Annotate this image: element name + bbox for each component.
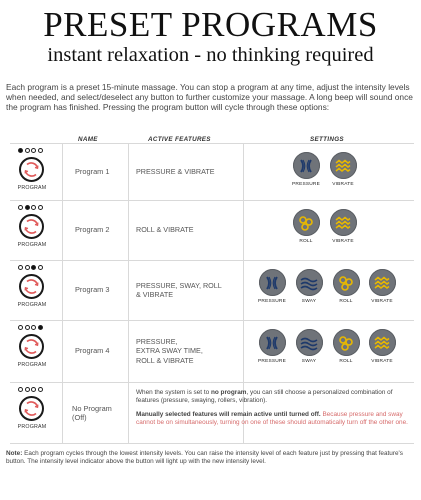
setting-pressure-button [290,152,322,187]
vibrate-icon [369,329,396,356]
indicator-dot [25,325,30,330]
setting-sway-button [293,269,325,304]
row-divider [10,200,414,201]
indicator-dot [38,265,43,270]
pressure-icon [293,152,320,179]
indicator-dot [38,325,43,330]
setting-label: PRESSURE [258,299,286,304]
note-label: Note: [6,450,23,457]
column-divider [128,143,129,443]
sway-icon [296,269,323,296]
program-name: No Program (Off) [72,404,112,422]
program-cycle-icon [19,214,44,239]
page-subtitle: instant relaxation - no thinking required [47,44,374,66]
program-button-graphic [10,325,60,375]
setting-label: VIBRATE [332,239,354,244]
program-icon-label: PROGRAM [17,362,47,368]
indicator-dot [25,148,30,153]
row-divider [10,443,414,444]
intro-text: Each program is a preset 15-minute massage. You can stop a program at any time, adjust the intensity levels when needed, and select/deselect any button to further customize your massage. A long beep will sound once the program has finished. Pressing the program button will cycle through these options: [6,82,413,113]
indicator-dot [38,205,43,210]
indicator-dot [18,205,23,210]
setting-vibrate-button [327,152,359,187]
setting-label: SWAY [301,299,317,304]
indicator-dot [25,387,30,392]
row-divider [10,382,414,383]
setting-label: VIBRATE [371,359,393,364]
program-name: Program 2 [75,225,110,234]
setting-vibrate-button [366,329,398,364]
setting-label: ROLL [299,239,313,244]
program-name: Program 4 [75,346,110,355]
vibrate-icon [330,152,357,179]
setting-roll-button [290,209,322,244]
intensity-indicator [18,205,43,210]
pressure-icon [259,269,286,296]
manual-features-note [136,411,416,427]
program-button-graphic [10,205,60,255]
note-text [6,450,418,467]
no-program-text: When the system is set to [136,389,211,396]
program-name: Program 1 [75,166,110,176]
no-program-description [136,389,416,405]
program-button-graphic [10,265,60,315]
setting-vibrate-button [327,209,359,244]
indicator-dot [31,325,36,330]
program-cycle-icon [19,396,44,421]
vibrate-icon [369,269,396,296]
program-icon-label: PROGRAM [17,185,47,191]
program-icon-label: PROGRAM [17,302,47,308]
indicator-dot [18,265,23,270]
program-cycle-icon [19,157,44,182]
manual-features-emphasis: Manually selected features will remain active until turned off. [136,411,321,418]
setting-label: VIBRATE [371,299,393,304]
program-features: PRESSURE & VIBRATE [136,166,215,176]
note-body: Each program cycles through the lowest intensity levels. You can raise the intensity level of each feature just by pressing that feature's button. The intensity level indicator above the button will light up with the new intensity level. [6,450,403,466]
indicator-dot [38,387,43,392]
roll-icon [333,329,360,356]
pressure-icon [259,329,286,356]
program-cycle-icon [19,274,44,299]
setting-label: PRESSURE [258,359,286,364]
sway-icon [296,329,323,356]
setting-roll-button [330,269,362,304]
page-title: PRESET PROGRAMS [43,5,378,44]
program-button-graphic [10,387,60,437]
no-program-emphasis: no program [210,389,247,396]
setting-label: ROLL [339,359,353,364]
program-cycle-icon [19,334,44,359]
setting-pressure-button [256,269,288,304]
intensity-indicator [18,325,43,330]
column-divider [62,143,63,443]
program-features: PRESSURE, EXTRA SWAY TIME, ROLL & VIBRATE [136,337,203,365]
setting-vibrate-button [366,269,398,304]
indicator-dot [31,387,36,392]
column-header-settings: SETTINGS [310,136,344,143]
program-name: Program 3 [75,285,110,294]
indicator-dot [18,325,23,330]
row-divider [10,260,414,261]
indicator-dot [31,148,36,153]
setting-label: ROLL [339,299,353,304]
pressure-sway-warning: Because pressure and sway cannot be on simultaneously, turning on one of these should automatically turn off the other one. [136,411,408,427]
column-header-features: ACTIVE FEATURES [148,136,211,143]
intensity-indicator [18,265,43,270]
row-divider [10,320,414,321]
setting-label: VIBRATE [332,182,354,187]
vibrate-icon [330,209,357,236]
indicator-dot [18,387,23,392]
setting-label: PRESSURE [292,182,320,187]
roll-icon [293,209,320,236]
setting-label: SWAY [301,359,317,364]
intensity-indicator [18,387,43,392]
indicator-dot [31,265,36,270]
row-divider [10,143,414,144]
indicator-dot [31,205,36,210]
setting-sway-button [293,329,325,364]
indicator-dot [38,148,43,153]
roll-icon [333,269,360,296]
program-features: PRESSURE, SWAY, ROLL & VIBRATE [136,280,222,299]
column-header-name: NAME [78,136,98,143]
indicator-dot [25,265,30,270]
program-icon-label: PROGRAM [17,424,47,430]
program-button-graphic [10,148,60,198]
program-features: ROLL & VIBRATE [136,225,194,235]
indicator-dot [18,148,23,153]
setting-roll-button [330,329,362,364]
indicator-dot [25,205,30,210]
program-icon-label: PROGRAM [17,242,47,248]
intensity-indicator [18,148,43,153]
setting-pressure-button [256,329,288,364]
no-program-text: , you can still choose a personalized combination of features (pressure, swaying, rollers, vibration). [136,389,393,405]
